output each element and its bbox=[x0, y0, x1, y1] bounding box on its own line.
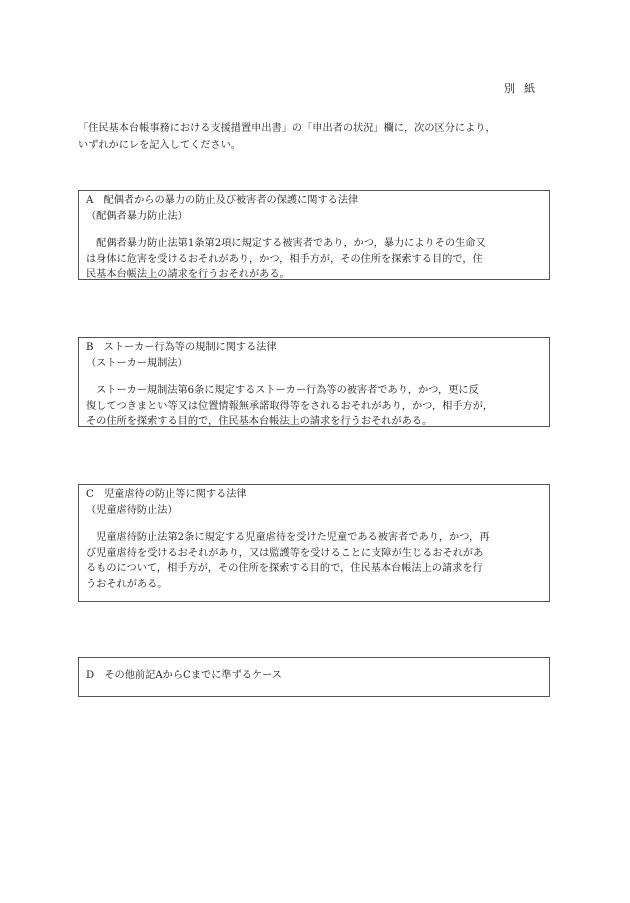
section-b-title: B ストーカー行為等の規制に関する法律 bbox=[86, 342, 277, 353]
section-d-box bbox=[78, 657, 550, 697]
section-c-subtitle: （児童虐待防止法） bbox=[86, 504, 178, 516]
section-a-subtitle: （配偶者暴力防止法） bbox=[86, 210, 188, 222]
section-b-body: ストーカー規制法第6条に規定するストーカー行為等の被害者であり，かつ，更に反 復してつきまとい等又は位置情報無承諾取得等をされるおそれがあり，かつ，相手方が， その住所を探索する目的で，住民基本台帳法上の請求を行うおそれがある。 bbox=[86, 385, 494, 427]
section-c-body: 児童虐待防止法第2条に規定する児童虐待を受けた児童である被害者であり，かつ，再 び児童虐待を受けるおそれがあり，又は監護等を受けることに支障が生じるおそれがあ るものについて，相手方が，その住所を探索する目的で，住民基本台帳法上の請求を行 うおそれがある。 bbox=[86, 532, 490, 590]
section-b-subtitle: （ストーカー規制法） bbox=[86, 357, 188, 369]
section-d-title: D その他前記AからCまでに準ずるケース bbox=[86, 670, 282, 681]
section-a-body: 配偶者暴力防止法第1条第2項に規定する被害者であり，かつ，暴力によりその生命又 は身体に危害を受けるおそれがあり，かつ，相手方が，その住所を探索する目的で，住 民基本台帳法上の請求を行うおそれがある。 bbox=[86, 238, 486, 280]
section-c-title: C 児童虐待の防止等に関する法律 bbox=[86, 489, 247, 500]
section-a-title: A 配偶者からの暴力の防止及び被害者の保護に関する法律 bbox=[86, 195, 359, 206]
page-label: 別紙 bbox=[504, 82, 544, 95]
section-c-box bbox=[78, 484, 550, 602]
intro-instructions: 「住民基本台帳事務における支援措置申出書」の「申出者の状況」欄に，次の区分により， いずれかにレを記入してください。 bbox=[78, 123, 496, 151]
section-b-box bbox=[78, 337, 550, 427]
section-a-box bbox=[78, 190, 550, 280]
